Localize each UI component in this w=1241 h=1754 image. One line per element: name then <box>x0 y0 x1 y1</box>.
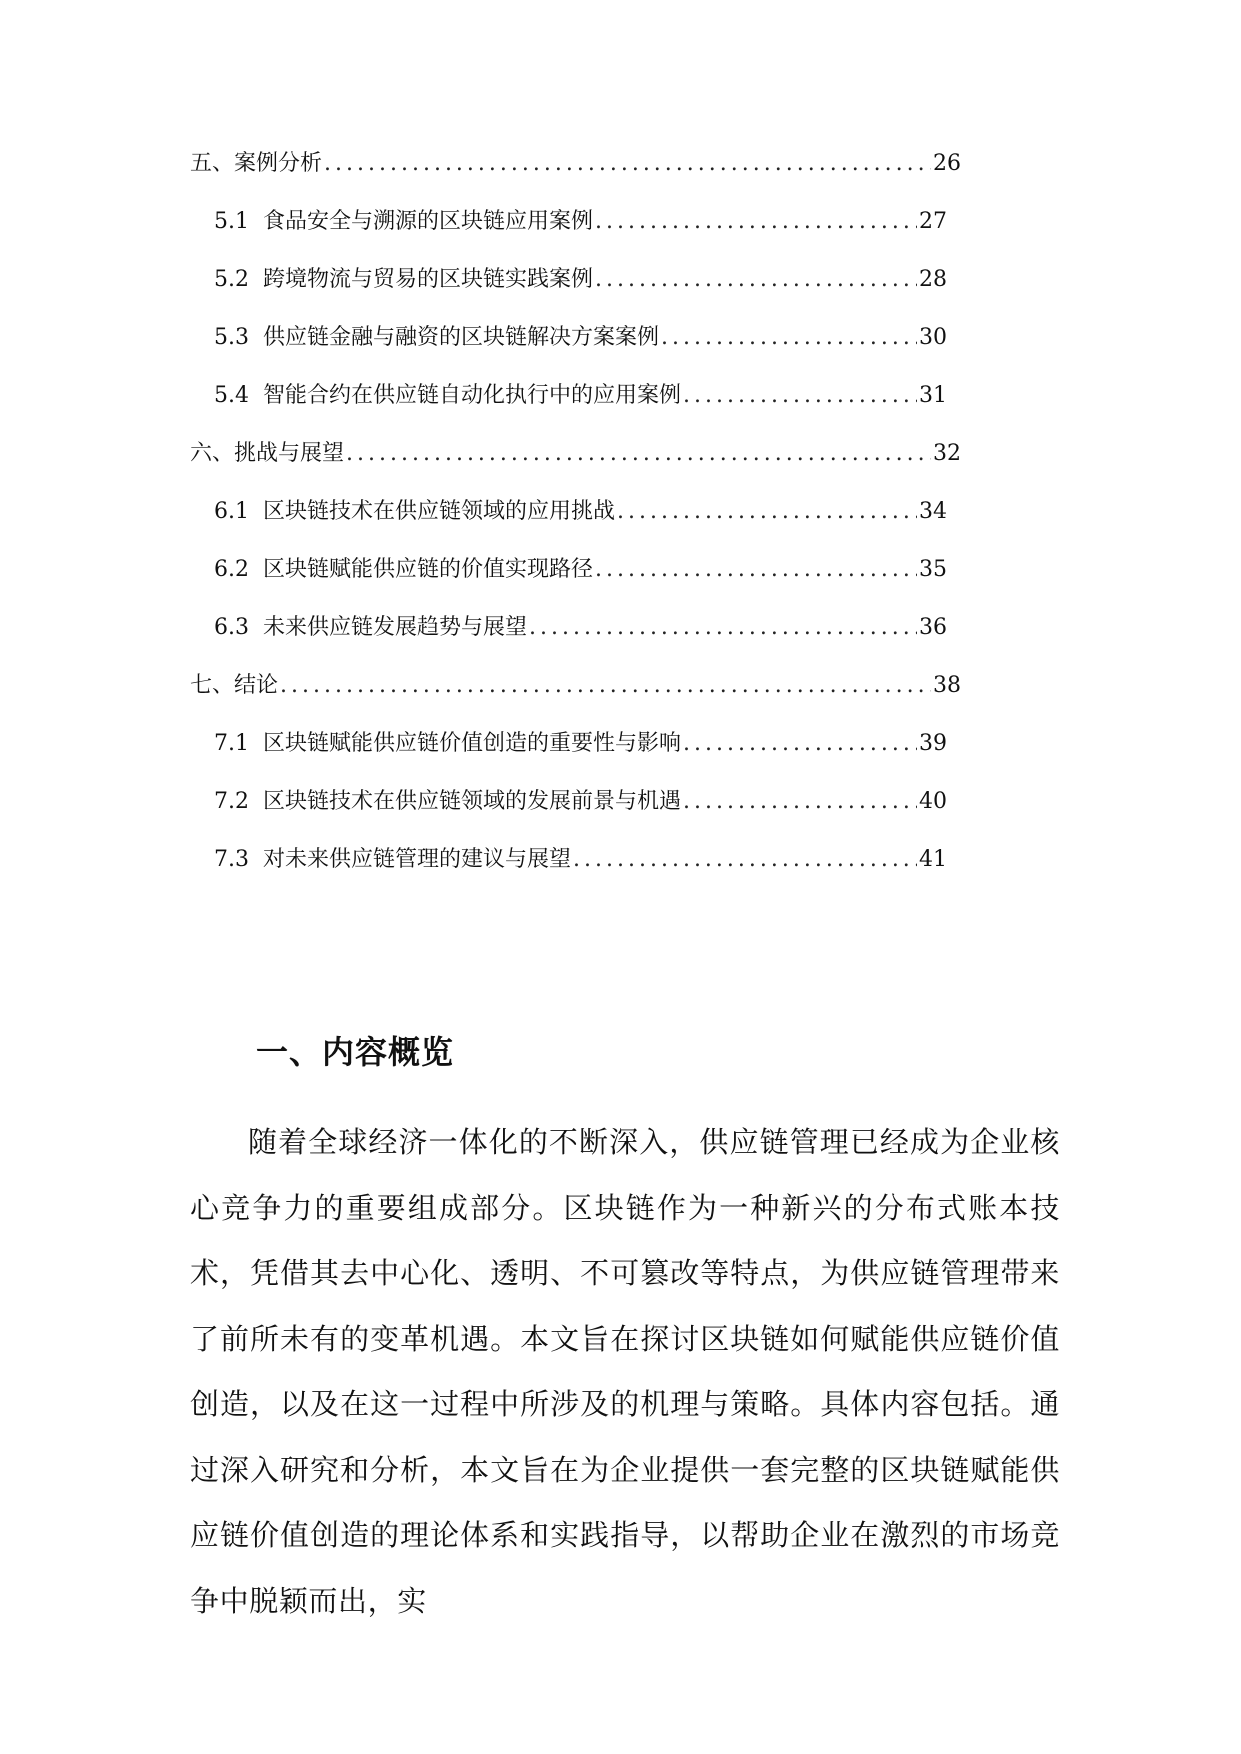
toc-entry[interactable] <box>214 321 947 355</box>
toc-entry[interactable] <box>214 379 947 413</box>
toc-entry[interactable] <box>190 147 961 181</box>
toc-entry[interactable] <box>214 785 947 819</box>
toc-entry-title: 跨境物流与贸易的区块链实践案例 <box>263 267 594 292</box>
toc-entry-page: 35 <box>919 557 947 582</box>
toc-entry[interactable] <box>190 437 961 471</box>
toc-entry-page: 31 <box>919 383 947 408</box>
toc-entry-page: 27 <box>919 209 947 234</box>
body-paragraph: 随着全球经济一体化的不断深入，供应链管理已经成为企业核心竞争力的重要组成部分。区块链作为一种新兴的分布式账本技术，凭借其去中心化、透明、不可篡改等特点，为供应链管理带来了前所未有的变革机遇。本文旨在探讨区块链如何赋能供应链价值创造，以及在这一过程中所涉及的机理与策略。具体内容包括。通过深入研究和分析，本文旨在为企业提供一套完整的区块链赋能供应链价值创造的理论体系和实践指导，以帮助企业在激烈的市场竞争中脱颖而出，实 <box>190 1125 1060 1618</box>
toc-entry[interactable] <box>214 205 947 239</box>
toc-entry-title: 供应链金融与融资的区块链解决方案案例 <box>263 325 660 350</box>
toc-entry-number: 6.1 <box>214 499 249 524</box>
toc-entry-page: 32 <box>933 441 961 466</box>
toc-entry-title: 区块链赋能供应链价值创造的重要性与影响 <box>263 731 682 756</box>
toc-entry-title: 区块链技术在供应链领域的应用挑战 <box>263 499 616 524</box>
toc-entry[interactable] <box>214 843 947 877</box>
toc-entry-number: 7.3 <box>214 847 249 872</box>
toc-entry-title: 对未来供应链管理的建议与展望 <box>263 847 572 872</box>
toc-leader-dots <box>529 611 917 645</box>
toc-entry-number: 5.4 <box>214 383 249 408</box>
toc-leader-dots <box>683 727 917 761</box>
toc-entry-page: 26 <box>933 151 961 176</box>
toc-entry-page: 34 <box>919 499 947 524</box>
toc-entry-title: 区块链赋能供应链的价值实现路径 <box>263 557 594 582</box>
toc-entry-number: 6.3 <box>214 615 249 640</box>
toc-entry[interactable] <box>190 669 961 703</box>
toc-leader-dots <box>573 843 917 877</box>
toc-entry-title: 六、挑战与展望 <box>190 441 345 466</box>
toc-entry-number: 7.1 <box>214 731 249 756</box>
toc-entry[interactable] <box>214 495 947 529</box>
toc-entry-title: 智能合约在供应链自动化执行中的应用案例 <box>263 383 682 408</box>
toc-entry-number: 7.2 <box>214 789 249 814</box>
toc-entry[interactable] <box>214 727 947 761</box>
toc-entry-title: 区块链技术在供应链领域的发展前景与机遇 <box>263 789 682 814</box>
toc-leader-dots <box>683 785 917 819</box>
toc-entry[interactable] <box>214 611 947 645</box>
toc-entry-page: 30 <box>919 325 947 350</box>
toc-leader-dots <box>661 321 917 355</box>
toc-entry-number: 5.3 <box>214 325 249 350</box>
toc-leader-dots <box>346 437 931 471</box>
toc-entry-page: 38 <box>933 673 961 698</box>
toc-entry-page: 40 <box>919 789 947 814</box>
toc-entry-title: 五、案例分析 <box>190 151 323 176</box>
toc-leader-dots <box>595 205 917 239</box>
toc-entry[interactable] <box>214 263 947 297</box>
toc-leader-dots <box>617 495 917 529</box>
toc-entry-title: 七、结论 <box>190 673 279 698</box>
toc-entry-number: 5.1 <box>214 209 249 234</box>
toc-leader-dots <box>280 669 931 703</box>
toc-entry-page: 28 <box>919 267 947 292</box>
toc-entry[interactable] <box>214 553 947 587</box>
toc-entry-page: 39 <box>919 731 947 756</box>
toc-leader-dots <box>595 263 917 297</box>
toc-entry-number: 5.2 <box>214 267 249 292</box>
toc-entry-title: 未来供应链发展趋势与展望 <box>263 615 528 640</box>
toc-leader-dots <box>324 147 931 181</box>
toc-leader-dots <box>683 379 917 413</box>
toc-leader-dots <box>595 553 917 587</box>
toc-entry-page: 36 <box>919 615 947 640</box>
section-heading: 一、内容概览 <box>256 1033 455 1071</box>
toc-entry-page: 41 <box>919 847 947 872</box>
toc-entry-number: 6.2 <box>214 557 249 582</box>
toc-entry-title: 食品安全与溯源的区块链应用案例 <box>263 209 594 234</box>
